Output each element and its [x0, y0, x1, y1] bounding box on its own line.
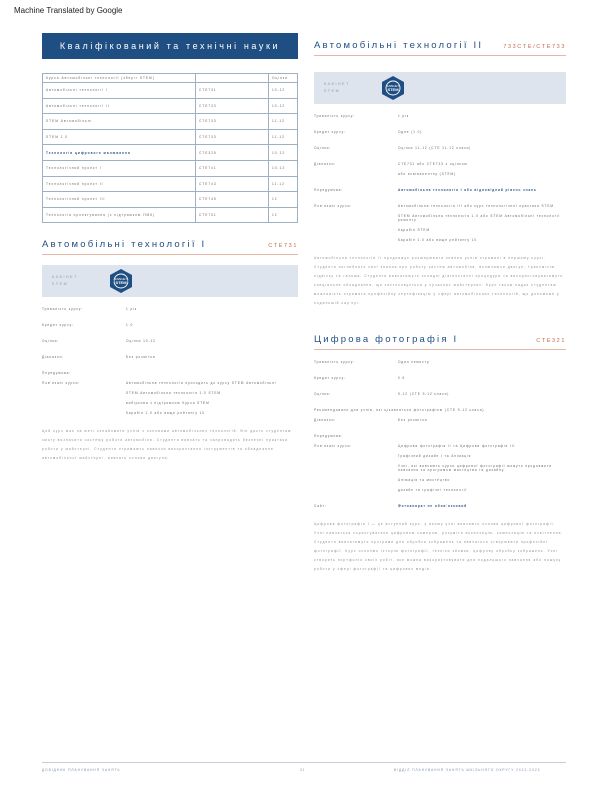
info-value-line: 0.5 — [398, 376, 406, 380]
info-key: Кредит курсу: — [42, 323, 74, 328]
course-description: Цей курс має на меті ознайомити учнів з основами автомобільних технологій. Він дасть студентам змогу визначити систему роботи автомобіля. Студенти вивчать та запровадять безпечні практики роботи у майстерні. Студенти отримають навички використання інструментів та обладнання автомобільної майстерні, вивчать основи двигуна. — [42, 429, 292, 461]
info-value — [398, 146, 566, 156]
table-cell: 10-12 — [269, 83, 298, 99]
info-value-line: Анімація та мистецтво — [398, 478, 451, 482]
info-key: Кредит курсу: — [314, 130, 346, 134]
courses-table — [42, 73, 298, 223]
logo-text: STEM — [387, 87, 399, 92]
footer-right: ВІДДІЛ ПЛАНУВАННЯ ЗАНЯТЬ ШКІЛЬНОГО ОКРУГУ 2022-2023 — [394, 768, 541, 772]
info-key: Тривалість курсу: — [42, 307, 84, 312]
info-value-line: STEM Автомобільна технологія 1.0 STEM — [126, 391, 221, 396]
info-value — [398, 360, 566, 370]
info-value-line: Автомобільна технологія проходить до курсу STEM Автомобільні — [126, 381, 277, 386]
title-divider — [42, 254, 298, 255]
info-value-line: Карабін 1.0 або вище рейтингу 10 — [398, 238, 477, 242]
table-cell: 10-12 — [269, 160, 298, 176]
title-divider — [314, 55, 566, 56]
table-row — [43, 176, 298, 192]
table-header-cell: Курси Автомобільні технології (зберіг STEM) — [43, 74, 196, 83]
info-value-line: Учні, які вивчають курси цифрової фотографії можуть продовжити навчання за програмою мистецтва та дизайну — [398, 464, 552, 472]
info-value-line: CTE731 або CTE733 з оцінкою — [398, 162, 468, 166]
footer-left: ДОВІДНИК ПЛАНУВАННЯ ЗАНЯТЬ — [42, 768, 121, 772]
title-divider — [314, 349, 566, 350]
info-value — [398, 434, 566, 438]
info-value-line: Без розмітки — [398, 418, 428, 422]
table-cell: CTE741 — [196, 160, 269, 176]
info-key: Кредит курсу: — [314, 376, 346, 380]
info-value-line: Автомобільна технологія I або відповідний рівень знань — [398, 188, 537, 192]
info-row — [314, 114, 566, 124]
info-row — [314, 130, 566, 140]
info-value-line: 1.0 — [126, 323, 134, 328]
table-cell: Технологічний проект I — [43, 160, 196, 176]
table-cell: CTE325 — [196, 145, 269, 161]
info-value — [398, 376, 566, 386]
info-value — [398, 392, 566, 402]
table-cell: CTE733 — [196, 98, 269, 114]
table-cell — [43, 145, 196, 161]
info-key: Сайт: — [314, 504, 327, 508]
section-banner: Кваліфікований та технічні науки — [42, 33, 298, 59]
course-code: CTE321 — [536, 338, 566, 344]
info-row — [314, 434, 566, 438]
table-cell: 12 — [269, 207, 298, 223]
stem-bar-text — [324, 81, 350, 95]
right-column — [314, 40, 566, 574]
info-key: Діапазон: — [42, 355, 65, 360]
info-key: Тривалість курсу: — [314, 114, 356, 118]
table-row — [43, 207, 298, 223]
info-value-line: вибіркова з підтримкою Курси STEM — [126, 401, 210, 406]
stem-bar-line: КАБІНЕТ — [324, 82, 350, 86]
stem-logo-icon — [380, 75, 406, 101]
table-row — [43, 98, 298, 114]
stem-bar — [314, 72, 566, 104]
info-value — [126, 381, 298, 421]
course-title: Автомобільні технології II — [314, 40, 484, 51]
info-value-line: або еквівалентну (STEM) — [398, 172, 457, 176]
info-value-line: Графічний дизайн І та Анімація — [398, 454, 472, 458]
info-row — [42, 381, 298, 421]
info-key: Діапазон: — [314, 418, 337, 422]
info-value-line: Один семестр — [398, 360, 430, 364]
info-row — [314, 376, 566, 386]
info-value — [126, 307, 298, 317]
info-key: Діапазон: — [314, 162, 337, 166]
course-title: Автомобільні технології I — [42, 239, 207, 251]
course-info — [314, 418, 566, 514]
info-value — [126, 355, 298, 365]
course-title: Цифрова фотографія I — [314, 334, 459, 345]
table-cell: STEM 1.0 — [43, 129, 196, 145]
logo-text: КАБІНЕТ — [114, 277, 128, 282]
info-row — [314, 392, 566, 402]
info-row — [42, 339, 298, 349]
course-description: Автомобільна технологія II продовжує розширювати знання учнів отримані в першому курсі. Студенти поглиблять свої знання про роботу систем автомобіля, включаючи двигун, трансмісію, підвіску та гальма. Студенти вивчатимуть складні діагностичні процедури та використовуватимуть спеціальне обладнання, що застосовується у сучасних майстернях. Курс також надає студентам можливість отримати професійну сертифікацію у сфері автомобільних технологій, що допоможе у подальшій кар'єрі. — [314, 256, 564, 305]
table-cell: Автомобільні технології I — [43, 83, 196, 99]
table-cell: Технологічний проект II — [43, 176, 196, 192]
info-value-line: STEM Автомобільна технологія 1.0 або STEM Автомобільні технології ремонту — [398, 214, 561, 222]
course-title-row — [314, 334, 566, 345]
info-value-line: 1 рік — [126, 307, 138, 312]
info-value — [126, 339, 298, 349]
course-code: 733CTE/CTE733 — [503, 44, 566, 50]
stem-logo-icon — [108, 268, 134, 294]
table-cell: CTE743 — [196, 176, 269, 192]
table-cell: CTE745 — [196, 192, 269, 208]
left-column — [42, 33, 298, 463]
table-cell: Технологічний проект III — [43, 192, 196, 208]
footer-divider — [42, 762, 566, 763]
machine-translated-label: Machine Translated by Google — [14, 6, 123, 15]
info-value-line: Карабін STEM — [398, 228, 431, 232]
table-header-row — [43, 74, 298, 83]
table-cell: 11-12 — [269, 129, 298, 145]
info-value-line: Одне (1.0) — [398, 130, 423, 134]
info-key: Передумова: — [42, 371, 72, 376]
info-key: Передумова: — [314, 188, 344, 192]
table-cell: 10-12 — [269, 98, 298, 114]
info-value-line: Автомобільна технологія III або курс технологічної практики STEM — [398, 204, 554, 208]
info-value — [398, 444, 566, 498]
info-value — [398, 504, 566, 514]
info-value-line: Оцінки 11-12 (CTE 11-12 класи) — [398, 146, 472, 150]
info-key: Оцінки: — [314, 392, 332, 396]
table-row — [43, 145, 298, 161]
table-cell: 11-12 — [269, 176, 298, 192]
info-row — [314, 360, 566, 370]
stem-bar-line: КАБІНЕТ — [52, 275, 78, 280]
table-cell: STEM Автомобільні — [43, 114, 196, 130]
info-value — [126, 371, 298, 375]
stem-bar-text — [52, 274, 78, 288]
course-info — [42, 307, 298, 421]
page-number: 31 — [300, 768, 306, 772]
table-cell: 10-12 — [269, 145, 298, 161]
course-note: Рекомендовано для учнів, які цікавляться фотографією (CTE 9-12 класи) — [314, 408, 485, 412]
course-info — [314, 114, 566, 248]
table-row — [43, 160, 298, 176]
table-row — [43, 192, 298, 208]
info-key: Пов'язані курси: — [314, 444, 353, 448]
logo-text: STEM — [115, 280, 127, 286]
course-title-row — [42, 239, 298, 250]
course-description: Цифрова фотографія I — це вступний курс, у якому учні вивчають основи цифрової фотографії. Учні навчаться користуватися цифровою камерою, розуміти експозицію, композицію та освітлення. Студенти вивчатимуть програми для обробки зображень та навчаться створювати професійні фотографії. Курс охоплює історію фотографії, техніки зйомки, цифрову обробку зображень. Учні створять портфоліо своїх робіт, яке можна використовувати для подальшого навчання або пошуку роботи у сфері фотографії та цифрових медіа. — [314, 522, 564, 571]
stem-bar — [42, 265, 298, 297]
info-row — [42, 355, 298, 365]
table-row — [43, 83, 298, 99]
info-row — [314, 162, 566, 182]
info-value — [398, 114, 566, 124]
info-value — [398, 418, 566, 428]
table-row — [43, 114, 298, 130]
info-value-line: 1 рік — [398, 114, 410, 118]
info-value-line: 9-12 (CTE 9-12 класи) — [398, 392, 450, 396]
stem-bar-line: STEM — [52, 282, 69, 287]
table-cell: 11-12 — [269, 114, 298, 130]
info-value — [126, 323, 298, 333]
info-value — [398, 188, 566, 198]
info-value — [398, 162, 566, 182]
table-subheading: Технологія цифрового малювання — [46, 150, 131, 155]
table-cell: 12 — [269, 192, 298, 208]
table-cell: CTE751 — [196, 207, 269, 223]
info-row — [314, 504, 566, 514]
table-cell: CTE733 — [196, 129, 269, 145]
info-key: Передумова: — [314, 434, 344, 438]
info-row — [314, 146, 566, 156]
info-key: Тривалість курсу: — [314, 360, 356, 364]
info-row — [314, 418, 566, 428]
course-info — [314, 360, 566, 402]
info-key: Пов'язані курси: — [314, 204, 353, 208]
table-cell: Автомобільні технології II — [43, 98, 196, 114]
info-value-line: дизайн та графічні технології — [398, 488, 468, 492]
info-value-line: Карабін 1.0 або вище рейтингу 10 — [126, 411, 205, 416]
info-row — [42, 307, 298, 317]
info-key: Оцінки: — [42, 339, 60, 344]
info-value — [398, 130, 566, 140]
info-row — [314, 204, 566, 248]
info-row — [314, 188, 566, 198]
info-row — [42, 371, 298, 375]
table-header-cell: Оцінки — [269, 74, 298, 83]
info-key: Оцінки: — [314, 146, 332, 150]
logo-text: КАБІНЕТ — [386, 84, 400, 88]
info-value-line: Без розмітки — [126, 355, 156, 360]
info-row — [314, 444, 566, 498]
info-row — [42, 323, 298, 333]
table-cell: Технологія проектування (з підтримкою ПМК) — [43, 207, 196, 223]
info-value-line: Цифрова фотографія II та Цифрова фотографія III — [398, 444, 516, 448]
course-code: CTE731 — [268, 243, 298, 250]
info-key: Пов'язані курси: — [42, 381, 81, 386]
info-value — [398, 204, 566, 248]
stem-bar-line: STEM — [324, 89, 341, 93]
info-value-line: Оцінки 10-12 — [126, 339, 156, 344]
info-value-line: Фотоапарат не обов'язковий — [398, 504, 468, 508]
table-cell: CTE731 — [196, 83, 269, 99]
table-cell: CTE733 — [196, 114, 269, 130]
table-header-cell — [196, 74, 269, 83]
table-row — [43, 129, 298, 145]
course-title-row — [314, 40, 566, 51]
